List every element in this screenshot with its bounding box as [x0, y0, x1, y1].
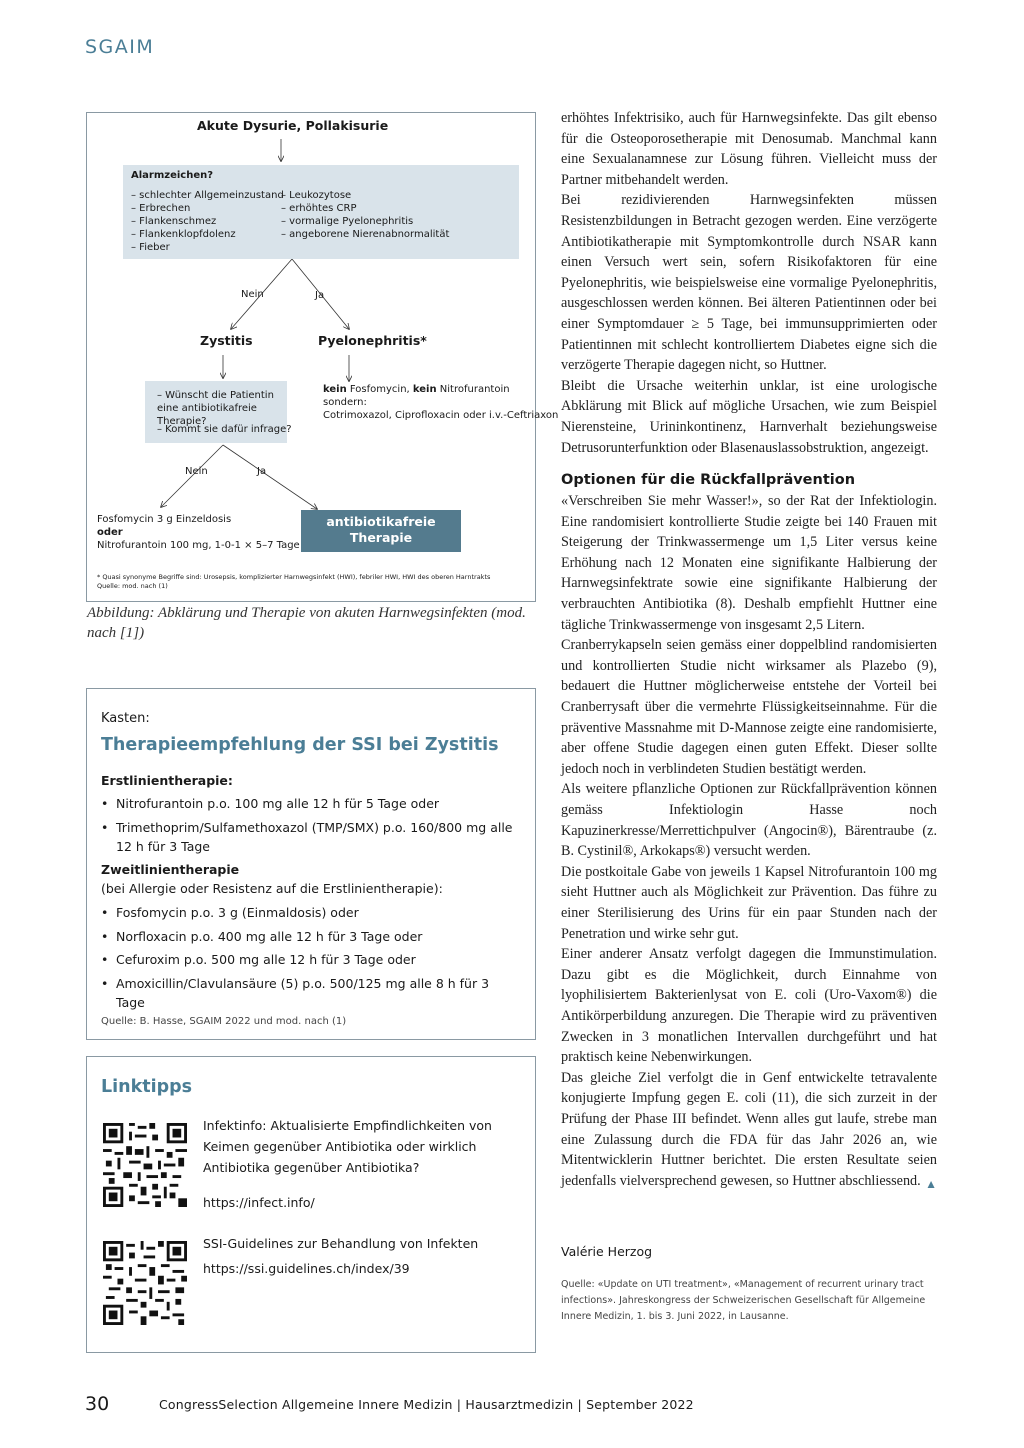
- alarm-item: – angeborene Nierenabnormalität: [281, 229, 450, 240]
- qr-code-icon[interactable]: [103, 1123, 187, 1207]
- emphasis-kein: kein: [323, 384, 347, 395]
- branch-label-yes: Ja: [257, 466, 267, 477]
- list-item: • Trimethoprim/Sulfamethoxazol (TMP/SMX) p.o. 160/800 mg alle 12 h für 3 Tage: [101, 820, 513, 854]
- antibiotic-free-therapy-box: antibiotikafreie Therapie: [301, 510, 461, 552]
- link-1-description: Infektinfo: Aktualisierte Empfindlichkeiten von Keimen gegenüber Antibiotika oder wirklich Antibiotika gegenüber Antibiotika?: [203, 1118, 492, 1175]
- pyelo-sondern: sondern:: [323, 397, 367, 408]
- first-line-title: Erstlinientherapie:: [101, 773, 233, 788]
- paragraph: Bei rezidivierenden Harnwegsinfekten müssen Resistenzbildungen in Betracht gezogen werden. Eine verzögerte Antibiotikatherapie mit Symptomkontrolle durch NSAR kann einen Versuch wert sein, sofern Risikofaktoren für eine Pyelonephritis, wie beispielsweise eine vormalige Pyelonephritis, ausgeschlossen werden können. Bei älteren Patientinnen oder bei einer Symptomdauer ≥ 5 Tage, bei immunsupprimierten oder Patientinnen mit schlecht kontrolliertem Diabetes eigne sich die verzögerte Therapie dagegen nicht, so Huttner.: [561, 192, 937, 374]
- paragraph: Die postkoitale Gabe von jeweils 1 Kapsel Nitrofurantoin 100 mg sieht Huttner auch als Möglichkeit zur Prävention. Das führe zu einer Sterilisierung des Urins für ein paar Stunden nach der Penetration und wirke sehr gut.: [561, 863, 937, 942]
- question-2: – Kommt sie dafür infrage?: [157, 424, 292, 435]
- bullet: •: [101, 820, 109, 835]
- link-2-url[interactable]: https://ssi.guidelines.ch/index/39: [203, 1261, 410, 1276]
- node-pyelonephritis: Pyelonephritis*: [318, 333, 427, 348]
- bullet: •: [101, 905, 109, 920]
- bullet: •: [101, 976, 109, 991]
- therapy-recommendation-box: [86, 688, 536, 1040]
- paragraph: erhöhtes Infektrisiko, auch für Harnwegsinfekte. Das gilt ebenso für die Osteoporosetherapie mit Denosumab. Manchmal kann eine Sexualanamnese zur Lösung führen. Vielleicht muss der Partner mitbehandelt werden.: [561, 110, 937, 188]
- list-item: • Fosfomycin p.o. 3 g (Einmaldosis) oder: [101, 905, 359, 920]
- figure-source: Quelle: mod. nach (1): [97, 582, 168, 590]
- emphasis-kein: kein: [412, 384, 437, 395]
- link-tips-box: [86, 1056, 536, 1353]
- end-mark-icon: ▲: [925, 1176, 937, 1191]
- paragraph: Einer anderer Ansatz verfolgt dagegen die Immunstimulation. Dazu gibt es die Möglichkeit, durch Einnahme von lyophilisiertem Bakterienlysat von E. coli (Uro-Vaxom®) die Antikörperbildung anzuregen. Die Therapie wird zu präventiven Zwecken in 3 monatlichen Intervallen durchgeführt und hat praktisch keine Nebenwirkungen.: [561, 946, 937, 1066]
- paragraph: Cranberrykapseln seien gemäss einer doppelblind randomisierten und kontrollierten Studie nicht wirksamer als Plazebo (9), bedauert die Huttner möglicherweise entstehe der Vorteil bei Cranberrysaft über die vermehrte Flüssigkeitseinnahme. Für die präventive Massnahme mit D-Mannose zeigte eine randomisierte, aber offene Studie dagegen einen guten Effekt. Dieser sollte jedoch noch in verblindeten Studien bestätigt werden.: [561, 637, 937, 777]
- alarm-item: – vormalige Pyelonephritis: [281, 216, 414, 227]
- alarm-item: – schlechter Allgemeinzustand: [131, 190, 284, 201]
- bullet: •: [101, 796, 109, 811]
- alarm-title: Alarmzeichen?: [131, 170, 214, 181]
- second-line-note: (bei Allergie oder Resistenz auf die Erstlinientherapie):: [101, 881, 443, 896]
- branch-label-yes: Ja: [315, 290, 325, 301]
- list-item: • Norfloxacin p.o. 400 mg alle 12 h für 3 Tage oder: [101, 929, 423, 944]
- list-item: • Amoxicillin/Clavulansäure (5) p.o. 500/125 mg alle 8 h für 3 Tage: [101, 976, 490, 1010]
- list-item: • Cefuroxim p.o. 500 mg alle 12 h für 3 Tage oder: [101, 952, 416, 967]
- antibiotic-option: Nitrofurantoin 100 mg, 1-0-1 × 5–7 Tage: [97, 540, 300, 551]
- article-body: [561, 108, 937, 1194]
- paragraph: Bleibt die Ursache weiterhin unklar, ist eine urologische Abklärung mit Blick auf mögliche Ursachen, wie zum Beispiel Nierensteine, Urininkontinenz, Harnverhalt beziehungsweise Detrusorunterfunktion oder Blasenauslassobstruktion, angezeigt.: [561, 377, 937, 456]
- pyelo-drug: Nitrofurantoin: [436, 384, 510, 395]
- question-1: – Wünscht die Patientin eine antibiotikafreie Therapie?: [157, 390, 274, 427]
- author: Valérie Herzog: [561, 1244, 653, 1259]
- pyelo-alternatives: Cotrimoxazol, Ciprofloxacin oder i.v.-Ceftriaxon: [323, 410, 559, 421]
- box-title: Therapieempfehlung der SSI bei Zystitis: [101, 735, 499, 755]
- link-2-description: SSI-Guidelines zur Behandlung von Infekten: [203, 1236, 479, 1251]
- alarm-signs-box: [123, 165, 519, 259]
- antibiotic-option: Fosfomycin 3 g Einzeldosis: [97, 514, 232, 525]
- paragraph: «Verschreiben Sie mehr Wasser!», so der Rat der Infektiologin. Eine randomisiert kontrollierte Studie zeigte bei 140 Frauen mit Steigerung der Trinkwassermenge um 1,5 Liter versus keine Erhöhung nach 12 Monaten eine signifikante Halbierung der Harnwegsinfektrate sowie eine signifikante Halbierung der verbrauchten Antibiotika (8). Deshalb empfiehlt Huttner eine tägliche Trinkwassermenge von insgesamt 2,5 Litern.: [561, 493, 937, 633]
- pyelo-exclusions: [323, 383, 510, 396]
- page-number: 30: [85, 1393, 110, 1415]
- figure-footnote: * Quasi synonyme Begriffe sind: Urosepsis, komplizierter Harnwegsinfekt (HWI), febriler HWI, HWI des oberen Harntrakts: [97, 573, 491, 581]
- bullet: •: [101, 952, 109, 967]
- running-title: CongressSelection Allgemeine Innere Medizin | Hausarztmedizin | September 2022: [159, 1397, 694, 1412]
- node-zystitis: Zystitis: [200, 333, 253, 348]
- link-1-url[interactable]: https://infect.info/: [203, 1195, 315, 1210]
- box-source: Quelle: B. Hasse, SGAIM 2022 und mod. nach (1): [101, 1016, 347, 1027]
- alarm-item: – Flankenklopfdolenz: [131, 229, 236, 240]
- branch-label-no: Nein: [185, 466, 208, 477]
- paragraph: Als weitere pflanzliche Optionen zur Rückfallprävention können gemäss Infektiologin Hasse noch Kapuzinerkresse/Merrettichpulver (Angocin®), Bärentraube (z. B. Cystinil®, Arkokaps®) versucht werden.: [561, 781, 937, 860]
- links-title: Linktipps: [101, 1077, 193, 1097]
- flowchart-figure: [86, 112, 559, 602]
- bullet: •: [101, 929, 109, 944]
- paragraph: [561, 1068, 937, 1192]
- antibiotic-or: oder: [97, 527, 123, 538]
- alarm-item: – Leukozytose: [281, 190, 352, 201]
- section-heading: Optionen für die Rückfallprävention: [561, 472, 856, 489]
- qr-code-icon[interactable]: [103, 1241, 187, 1325]
- pyelo-drug: Fosfomycin,: [346, 384, 413, 395]
- alarm-item: – Erbrechen: [131, 203, 191, 214]
- alarm-item: – Flankenschmez: [131, 216, 217, 227]
- alarm-item: – Fieber: [131, 242, 170, 253]
- second-line-title: Zweitlinientherapie: [101, 862, 240, 877]
- figure-caption: Abbildung: Abklärung und Therapie von akuten Harnwegsinfekten (mod. nach [1]): [87, 605, 526, 641]
- branch-label-no: Nein: [241, 289, 264, 300]
- article-source: Quelle: «Update on UTI treatment», «Management of recurrent urinary tract infections». Jahreskongress der Schweizerischen Gesellschaft für Allgemeine Innere Medizin, 1. bis 3. Juni 2022, in Lausanne.: [561, 1279, 926, 1322]
- flow-start-node: Akute Dysurie, Pollakisurie: [197, 118, 389, 133]
- question-box: [145, 381, 292, 443]
- list-item: • Nitrofurantoin p.o. 100 mg alle 12 h für 5 Tage oder: [101, 796, 440, 811]
- alarm-item: – erhöhtes CRP: [281, 203, 357, 214]
- journal-brand: SGAIM: [85, 36, 155, 58]
- paragraph-text: Das gleiche Ziel verfolgt die in Genf entwickelte tetravalente konjugierte Impfung gegen E. coli (11), die sich zurzeit in der Prüfung der Phase III befindet. Wenn alles gut laufe, strebe man eine Zulassung durch die FDA für das Jahr 2026 an, wie Mitentwicklerin Huttner berichtet. Die ersten Resultate seien jedenfalls vielversprechend gewesen, so Huttner abschliessend.: [561, 1069, 937, 1189]
- box-label: Kasten:: [101, 711, 150, 726]
